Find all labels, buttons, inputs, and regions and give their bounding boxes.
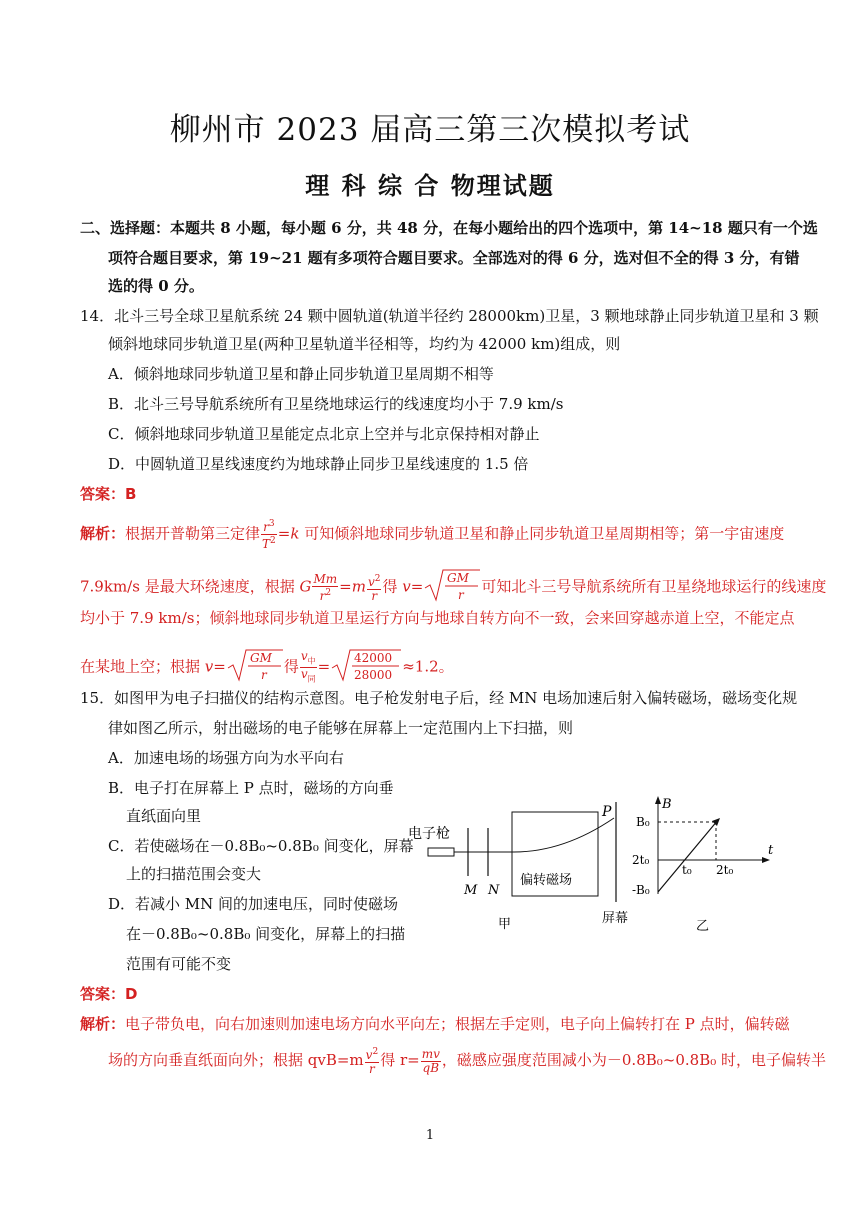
q14-explanation-line2: 7.9km/s 是最大环绕速度，根据 G $\frac{Mm}{r^2}$ =m $\frac{v^2}{r}$ 得 v= GM r 可知北斗三号导航系统所有卫星绕地球运行的线速度	[80, 568, 826, 607]
screen-label: 屏幕	[602, 911, 629, 926]
q15-stem-line2: 律如图乙所示，射出磁场的电子能够在屏幕上一定范围内上下扫描，则	[108, 719, 574, 737]
page-title: 柳州市 2023 届高三第三次模拟考试	[169, 112, 691, 148]
q14-exp2a: 7.9km/s 是最大环绕速度，根据	[80, 577, 295, 596]
q15-answer: 答案：D	[80, 985, 138, 1003]
n-label: N	[488, 883, 500, 898]
velocity-ratio-fraction: $\frac{v_中}{v_同}$	[300, 648, 316, 684]
q15-option-d-line2: 在－0.8B₀~0.8B₀ 间变化，屏幕上的扫描	[126, 925, 406, 943]
q15-option-d-line3: 范围有可能不变	[126, 955, 232, 973]
svg-text:42000: 42000	[354, 651, 393, 665]
q14-answer: 答案：B	[80, 485, 137, 503]
q14-option-a: A．倾斜地球同步轨道卫星和静止同步轨道卫星周期不相等	[108, 365, 494, 383]
q14-explanation-label: 解析：	[80, 524, 126, 543]
q15-option-d-line1: D．若减小 MN 间的加速电压，同时使磁场	[108, 895, 399, 913]
gravity-fraction: $\frac{Mm}{r^2}$	[313, 571, 338, 603]
q14-exp4c: ≈1.2。	[402, 657, 454, 676]
q15-explanation-label: 解析：	[80, 1015, 126, 1033]
q15-option-a: A．加速电场的场强方向为水平向右	[108, 749, 344, 767]
q15-exp1: 电子带负电，向右加速则加速电场方向水平向左；根据左手定则，电子向上偏转打在 P 点时，偏转磁	[125, 1015, 790, 1033]
q15-exp2a: 场的方向垂直纸面向外；根据 qvB=m	[108, 1051, 364, 1069]
section-instructions-line2: 项符合题目要求，第 19~21 题有多项符合题目要求。全部选对的得 6 分，选对但不全的得 3 分，有错	[108, 249, 800, 267]
q14-stem-line1: 14．北斗三号全球卫星航系统 24 颗中圆轨道(轨道半径约 28000km)卫星，3 颗地球静止同步轨道卫星和 3 颗	[80, 307, 819, 325]
two-t0-label: 2t₀	[716, 863, 734, 877]
q14-exp1b: 可知倾斜地球同步轨道卫星和静止同步轨道卫星周期相等；第一宇宙速度	[304, 524, 785, 543]
b-line	[658, 820, 718, 892]
yi-label: 乙	[696, 919, 710, 934]
q15-option-b-line1: B．电子打在屏幕上 P 点时，磁场的方向垂	[108, 779, 394, 797]
svg-text:r: r	[458, 588, 465, 602]
field-label: 偏转磁场	[520, 873, 573, 888]
svg-text:GM: GM	[447, 571, 470, 585]
q15-explanation-line1	[80, 1014, 790, 1034]
q14-exp2c: 可知北斗三号导航系统所有卫星绕地球运行的线速度	[481, 577, 827, 596]
b0-label: B₀	[636, 815, 650, 829]
q15-radius-fraction: $\frac{mv}{qB}$	[421, 1046, 440, 1075]
q14-exp1a: 根据开普勒第三定律	[125, 524, 261, 543]
sqrt-gm-over-r-2	[226, 648, 284, 687]
m-label: M	[464, 883, 478, 898]
b-axis-label: B	[662, 797, 672, 812]
q14-explanation-line3: 均小于 7.9 km/s；倾斜地球同步轨道卫星运行方向与地球自转方向不一致，会来回穿越赤道上空，不能定点	[80, 609, 795, 627]
jia-label: 甲	[498, 917, 512, 932]
q15-stem-line1: 15．如图甲为电子扫描仪的结构示意图。电子枪发射电子后，经 MN 电场加速后射入偏转磁场，磁场变化规	[80, 689, 798, 707]
electron-path	[464, 818, 614, 852]
centripetal-fraction: $\frac{v^2}{r}$	[367, 573, 381, 603]
svg-text:28000: 28000	[354, 668, 393, 682]
page-number: 1	[425, 1128, 435, 1143]
sqrt-radius-ratio	[330, 648, 402, 687]
page-subtitle: 理 科 综 合 物理试题	[305, 172, 555, 200]
q14-explanation-line1: 解析：根据开普勒第三定律 $\frac{r^3}{T^2}$ =k 可知倾斜地球同步轨道卫星和静止同步轨道卫星周期相等；第一宇宙速度	[80, 519, 785, 551]
neg-b0-label: -B₀	[632, 883, 650, 897]
q15-explanation-line2	[108, 1046, 826, 1076]
gun-label: 电子枪	[408, 826, 450, 842]
q14-explanation-line4: 在某地上空；根据 v= GM r 得 $\frac{v_中}{v_同}$ = 42000 28000 ≈1.2。	[80, 648, 454, 687]
q14-option-b: B．北斗三号导航系统所有卫星绕地球运行的线速度均小于 7.9 km/s	[108, 395, 564, 413]
electron-gun	[428, 848, 454, 856]
sqrt-gm-over-r	[423, 568, 481, 607]
q14-exp4b: 得	[283, 657, 299, 676]
section-instructions-line3: 选的得 0 分。	[108, 277, 204, 295]
electron-scanner-figure	[404, 790, 784, 940]
section-instructions-line1: 二、选择题：本题共 8 小题，每小题 6 分，共 48 分，在每小题给出的四个选项中，第 14~18 题只有一个选	[80, 219, 818, 237]
q14-option-d: D．中圆轨道卫星线速度约为地球静止同步卫星线速度的 1.5 倍	[108, 455, 529, 473]
q14-stem-line2: 倾斜地球同步轨道卫星(两种卫星轨道半径相等，均约为 42000 km)组成，则	[108, 335, 621, 353]
kepler-fraction: $\frac{r^3}{T^2}$	[262, 519, 276, 551]
q15-option-b-line2: 直纸面向里	[126, 807, 202, 825]
svg-text:r: r	[260, 668, 267, 682]
q15-option-c-line1: C．若使磁场在－0.8B₀~0.8B₀ 间变化，屏幕	[108, 837, 414, 855]
q15-centripetal-fraction: $\frac{v^2}{r}$	[365, 1047, 379, 1076]
two-t0-left-label: 2t₀	[632, 853, 650, 867]
q15-option-c-line2: 上的扫描范围会变大	[126, 865, 262, 883]
svg-text:GM: GM	[249, 651, 272, 665]
q14-exp2b: 得	[382, 577, 398, 596]
t-axis-label: t	[768, 843, 774, 858]
q15-exp2b: 得 r=	[380, 1051, 420, 1069]
q15-exp2c: ，磁感应强度范围减小为－0.8B₀~0.8B₀ 时，电子偏转半	[441, 1051, 826, 1069]
q14-exp4a: 在某地上空；根据	[80, 657, 201, 676]
p-label: P	[602, 804, 612, 820]
t0-label: t₀	[682, 863, 692, 877]
q14-option-c: C．倾斜地球同步轨道卫星能定点北京上空并与北京保持相对静止	[108, 425, 540, 443]
